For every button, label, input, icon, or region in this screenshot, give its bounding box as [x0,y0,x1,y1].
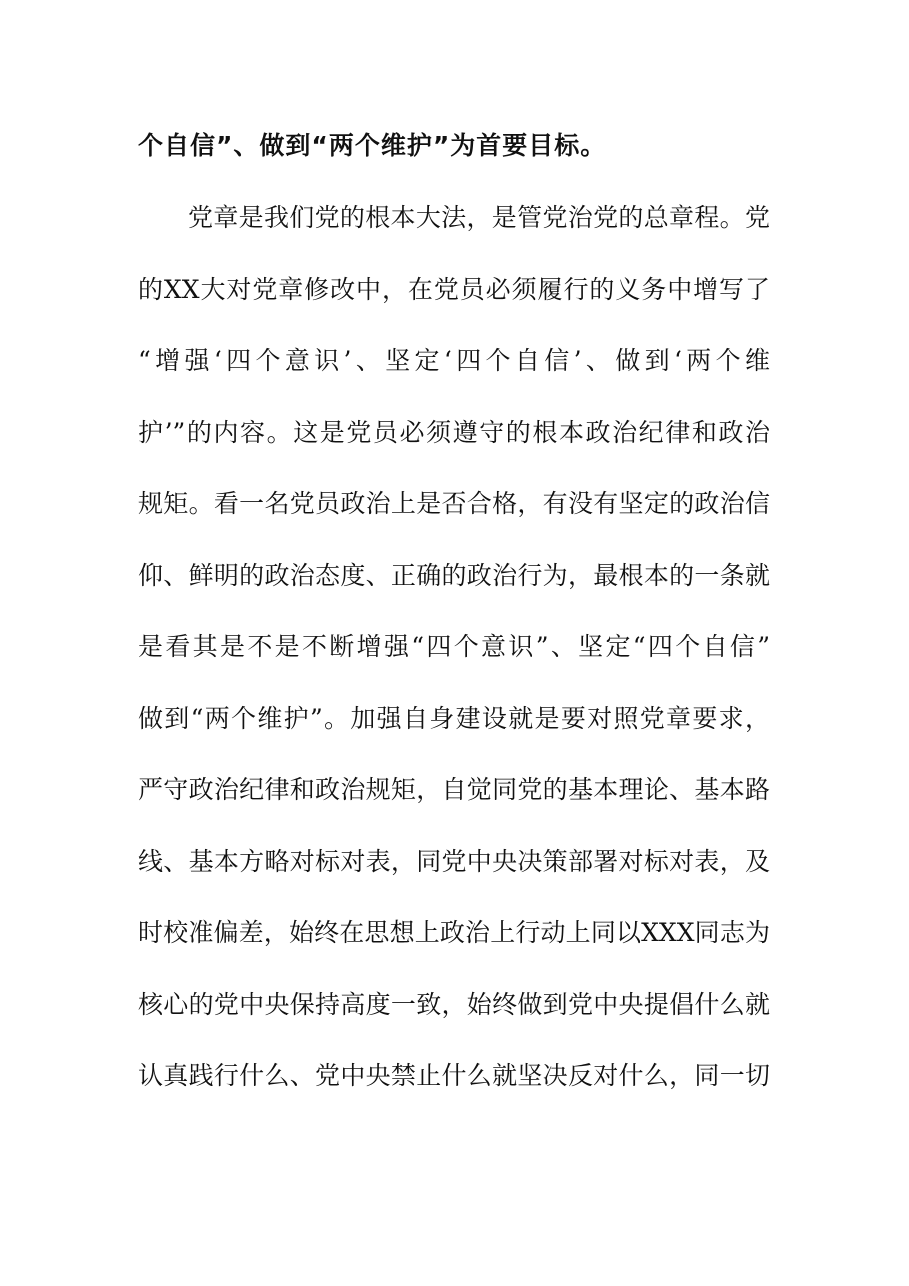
paragraph-line-11: 时校准偏差，始终在思想上政治上行动上同以XXX同志为 [138,918,770,947]
paragraph-line-3: “增强‘四个意识’、坚定‘四个自信’、做到‘两个维 [138,346,770,375]
paragraph-line-10: 线、基本方略对标对表，同党中央决策部署对标对表，及 [138,847,770,876]
paragraph-line-1: 党章是我们党的根本大法，是管党治党的总章程。党 [188,203,770,232]
paragraph-line-7: 是看其是不是不断增强“四个意识”、坚定“四个自信” [138,632,770,661]
paragraph-line-6: 仰、鲜明的政治态度、正确的政治行为，最根本的一条就 [138,561,770,590]
paragraph-line-5: 规矩。看一名党员政治上是否合格，有没有坚定的政治信 [138,489,770,518]
paragraph-line-2: 的XX大对党章修改中，在党员必须履行的义务中增写了 [138,275,770,304]
paragraph-line-8: 做到“两个维护”。加强自身建设就是要对照党章要求， [138,704,770,733]
paragraph-line-4: 护’”的内容。这是党员必须遵守的根本政治纪律和政治 [138,418,770,447]
heading-line-continuation: 个自信”、做到“两个维护”为首要目标。 [138,131,607,160]
paragraph-line-12: 核心的党中央保持高度一致，始终做到党中央提倡什么就 [138,990,770,1019]
paragraph-line-9: 严守政治纪律和政治规矩，自觉同党的基本理论、基本路 [138,775,770,804]
paragraph-line-13: 认真践行什么、党中央禁止什么就坚决反对什么，同一切 [138,1061,770,1090]
